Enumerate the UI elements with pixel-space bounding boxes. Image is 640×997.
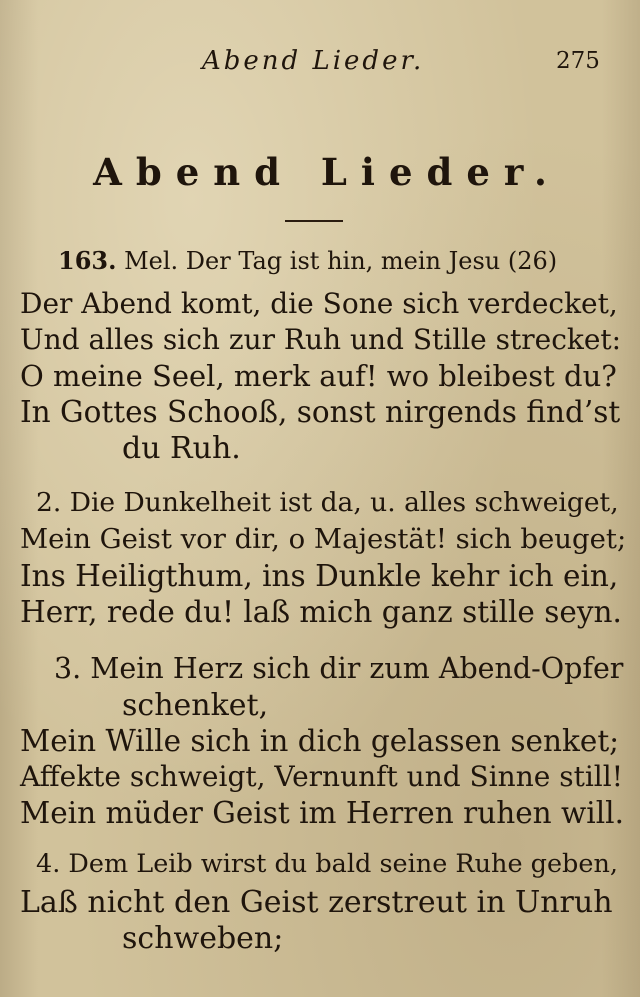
section-title: Abend Lieder.	[93, 150, 561, 194]
verse-3-line-1: 3. Mein Herz sich dir zum Abend-Opfer	[54, 652, 624, 685]
verse-2-line-1: 2. Die Dunkelheit ist da, u. alles schweiget,	[36, 487, 619, 518]
verse-2-line-3: Ins Heiligthum, ins Dunkle kehr ich ein,	[20, 559, 619, 593]
verse-1-line-1: Der Abend komt, die Sone sich verdecket,	[20, 287, 618, 320]
verse-2-line-2: Mein Geist vor dir, o Majestät! sich beuget;	[20, 523, 627, 555]
verse-4-line-2: Laß nicht den Geist zerstreut in Unruh	[20, 885, 613, 920]
verse-3-line-4: Affekte schweigt, Vernunft und Sinne still!	[20, 760, 623, 793]
hymn-number: 163.	[58, 246, 117, 275]
hymn-heading	[58, 246, 557, 275]
melody-reference: Mel. Der Tag ist hin, mein Jesu (26)	[124, 247, 558, 275]
page-number: 275	[556, 48, 600, 74]
running-header: Abend Lieder.	[202, 46, 425, 76]
verse-3-line-3: Mein Wille sich in dich gelassen senket;	[20, 724, 620, 758]
title-divider	[285, 220, 343, 222]
verse-3-line-5: Mein müder Geist im Herren ruhen will.	[20, 796, 624, 830]
verse-4-line-1: 4. Dem Leib wirst du bald seine Ruhe geben,	[36, 849, 618, 879]
verse-1-line-3: O meine Seel, merk auf! wo bleibest du?	[20, 359, 617, 393]
verse-2-line-4: Herr, rede du! laß mich ganz stille seyn.	[20, 595, 622, 629]
verse-3-line-2: schenket,	[122, 688, 269, 723]
verse-1-line-5: du Ruh.	[122, 431, 241, 466]
verse-1-line-2: Und alles sich zur Ruh und Stille strecket:	[20, 323, 622, 356]
verse-1-line-4: In Gottes Schooß, sonst nirgends find’st	[20, 395, 621, 429]
verse-4-line-3: schweben;	[122, 921, 284, 956]
